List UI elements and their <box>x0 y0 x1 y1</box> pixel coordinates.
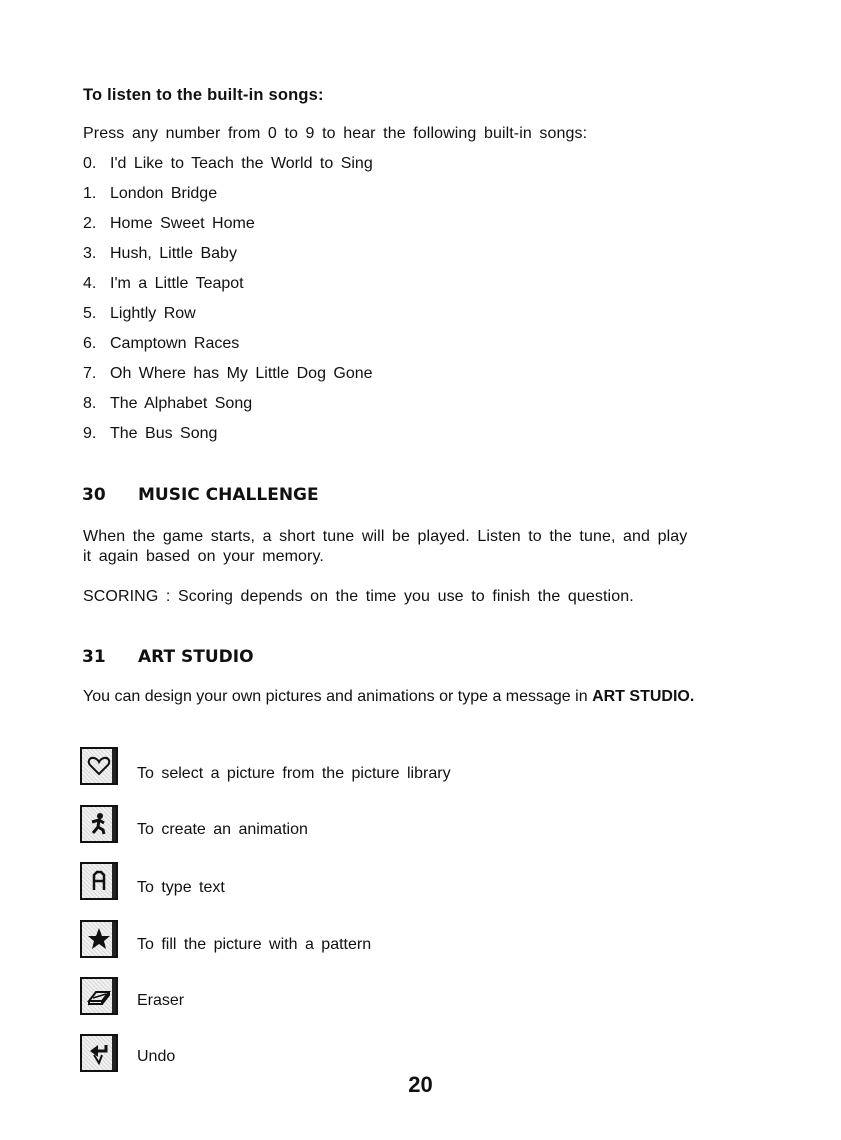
section-30-scoring: SCORING : Scoring depends on the time you use to finish the question. <box>83 588 634 605</box>
list-item: 3. Hush, Little Baby <box>83 245 237 262</box>
icon-label: To select a picture from the picture library <box>137 765 451 782</box>
icon-label: To create an animation <box>137 821 308 838</box>
section-30-description-line2: it again based on your memory. <box>83 548 324 565</box>
icon-label: To fill the picture with a pattern <box>137 936 372 953</box>
heart-icon <box>80 747 118 785</box>
list-item: 8. The Alphabet Song <box>83 395 253 412</box>
section-30-heading <box>82 485 319 505</box>
list-item: 0. I'd Like to Teach the World to Sing <box>83 155 373 172</box>
section-30-description-line1: When the game starts, a short tune will be played. Listen to the tune, and play <box>83 528 688 545</box>
icon-label: Eraser <box>137 992 185 1009</box>
songs-intro: Press any number from 0 to 9 to hear the following built-in songs: <box>83 125 588 142</box>
section-number: 30 <box>82 485 106 505</box>
running-figure-icon <box>80 805 118 843</box>
eraser-icon <box>80 977 118 1015</box>
page-number: 20 <box>408 1072 433 1097</box>
list-item: 9. The Bus Song <box>83 425 218 442</box>
songs-heading: To listen to the built-in songs: <box>83 86 324 104</box>
section-31-heading <box>82 647 254 667</box>
section-title: MUSIC CHALLENGE <box>138 485 319 505</box>
icon-label: To type text <box>137 879 225 896</box>
list-item: 6. Camptown Races <box>83 335 240 352</box>
section-31-intro: You can design your own pictures and animations or type a message in ART STUDIO. <box>83 688 695 705</box>
icon-label: Undo <box>137 1048 176 1065</box>
section-title: ART STUDIO <box>138 647 254 667</box>
list-item: 5. Lightly Row <box>83 305 196 322</box>
list-item: 2. Home Sweet Home <box>83 215 255 232</box>
list-item: 4. I'm a Little Teapot <box>83 275 244 292</box>
list-item: 1. London Bridge <box>83 185 218 202</box>
art-studio-bold: ART STUDIO. <box>592 688 695 705</box>
star-fill-icon <box>80 920 118 958</box>
letter-a-icon <box>80 862 118 900</box>
section-number: 31 <box>82 647 106 667</box>
list-item: 7. Oh Where has My Little Dog Gone <box>83 365 373 382</box>
undo-arrow-icon <box>80 1034 118 1072</box>
